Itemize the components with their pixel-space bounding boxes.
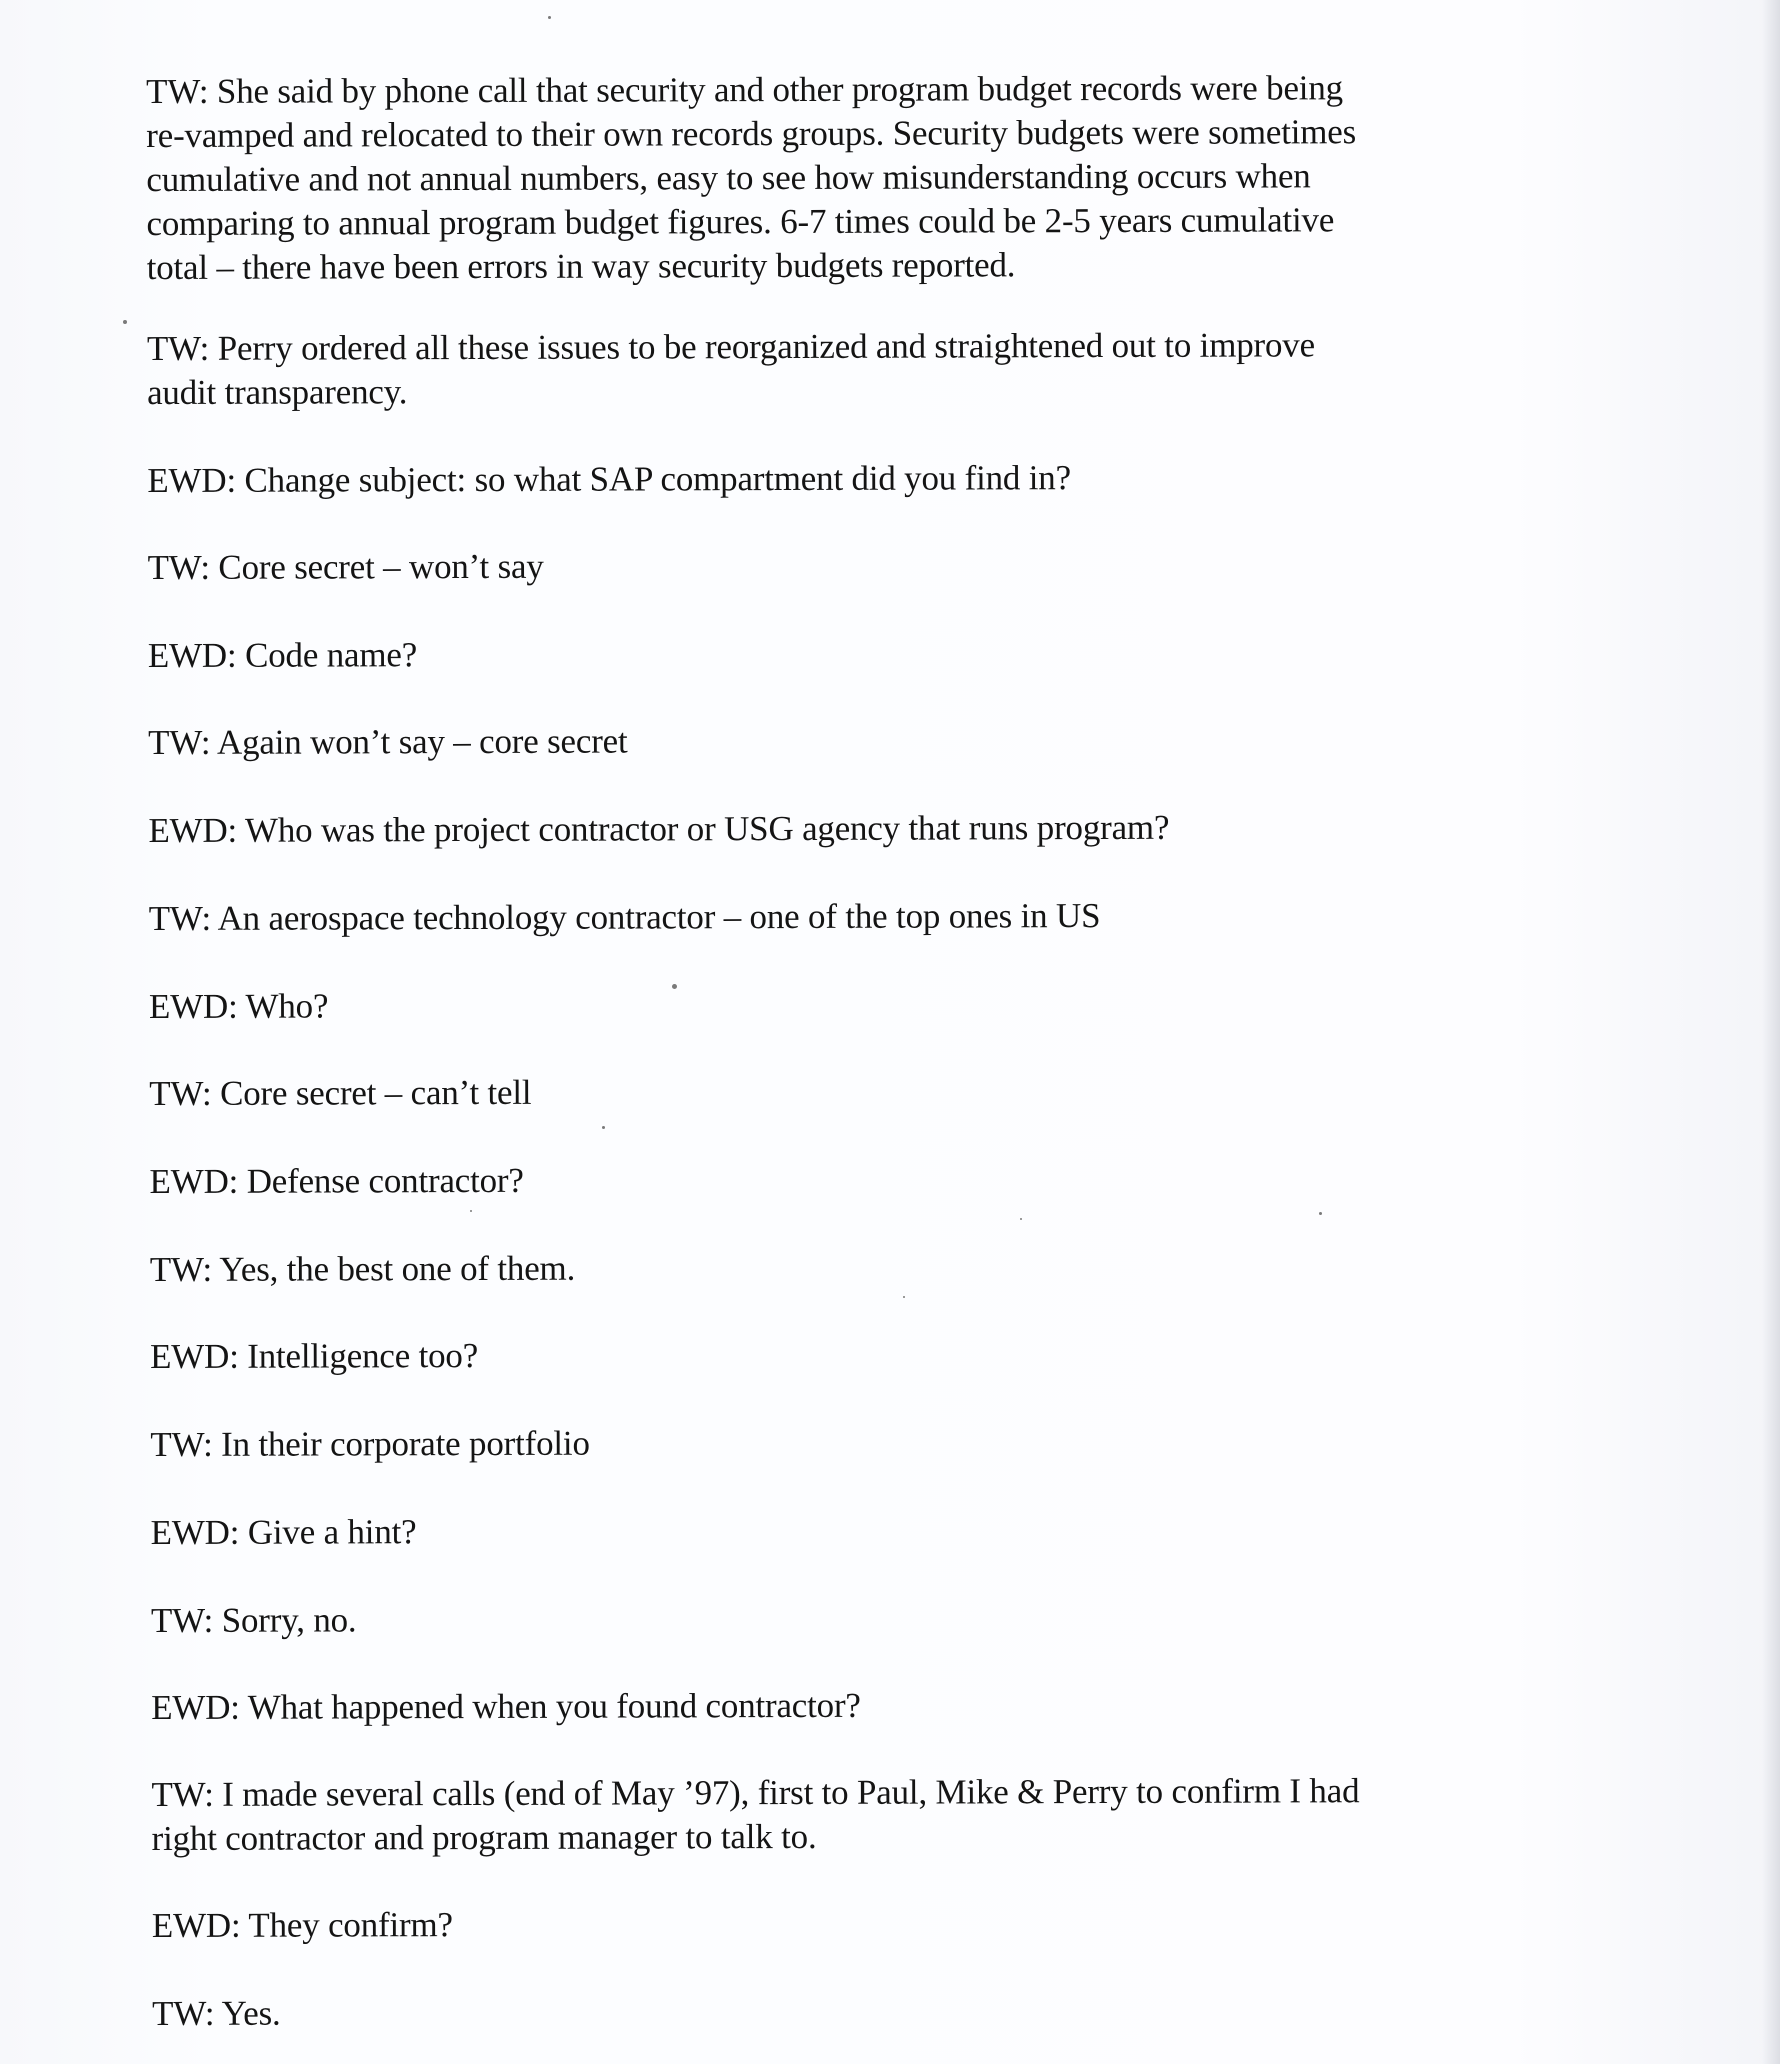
scan-speck (903, 1296, 905, 1298)
transcript-paragraph: TW: Perry ordered all these issues to be reorganized and straightened out to improve audit transparency. (146, 325, 1315, 413)
scan-speck (470, 1210, 472, 1212)
transcript-paragraph: TW: She said by phone call that security and other program budget records were being re-vamped and relocated to their own records groups. Security budgets were sometimes cumulative and not annual numbers, easy to see how misunderstanding occurs when comparing to annual program budget figures. 6-7 times could be 2-5 years cumulative total – there have been errors in way security budgets reported. (146, 68, 1357, 288)
scan-speck (1319, 1212, 1322, 1215)
transcript-paragraph: TW: Yes. (152, 1993, 281, 2034)
transcript-paragraph: TW: Core secret – won’t say (147, 546, 544, 588)
transcript-paragraph: TW: I made several calls (end of May ’97), first to Paul, Mike & Perry to confirm I had right contractor and program manager to talk to. (151, 1771, 1360, 1859)
transcript-paragraph: TW: In their corporate portfolio (150, 1423, 590, 1465)
scan-speck (672, 984, 677, 989)
transcript-paragraph: EWD: Give a hint? (150, 1512, 417, 1553)
transcript-paragraph: EWD: Who? (148, 986, 329, 1027)
transcript-paragraph: TW: Sorry, no. (150, 1600, 357, 1641)
transcript-paragraph: EWD: Defense contractor? (149, 1160, 524, 1202)
scan-speck (1020, 1218, 1022, 1220)
transcript-paragraph: EWD: Intelligence too? (150, 1335, 479, 1377)
transcript-paragraph: EWD: What happened when you found contractor? (151, 1685, 861, 1728)
transcript-paragraph: EWD: Who was the project contractor or USG agency that runs program? (148, 807, 1170, 851)
transcript-paragraph: EWD: They confirm? (151, 1905, 453, 1946)
scan-speck (123, 320, 127, 324)
transcript-paragraph: TW: Yes, the best one of them. (149, 1248, 576, 1290)
transcript-paragraph: TW: An aerospace technology contractor – one of the top ones in US (148, 896, 1101, 939)
scan-speck (548, 16, 551, 19)
scan-speck (602, 1126, 605, 1129)
transcript-paragraph: TW: Again won’t say – core secret (148, 721, 628, 763)
transcript-paragraph: EWD: Code name? (147, 635, 418, 676)
transcript-paragraph: TW: Core secret – can’t tell (149, 1072, 532, 1114)
transcript-paragraph: EWD: Change subject: so what SAP compartment did you find in? (147, 458, 1071, 501)
